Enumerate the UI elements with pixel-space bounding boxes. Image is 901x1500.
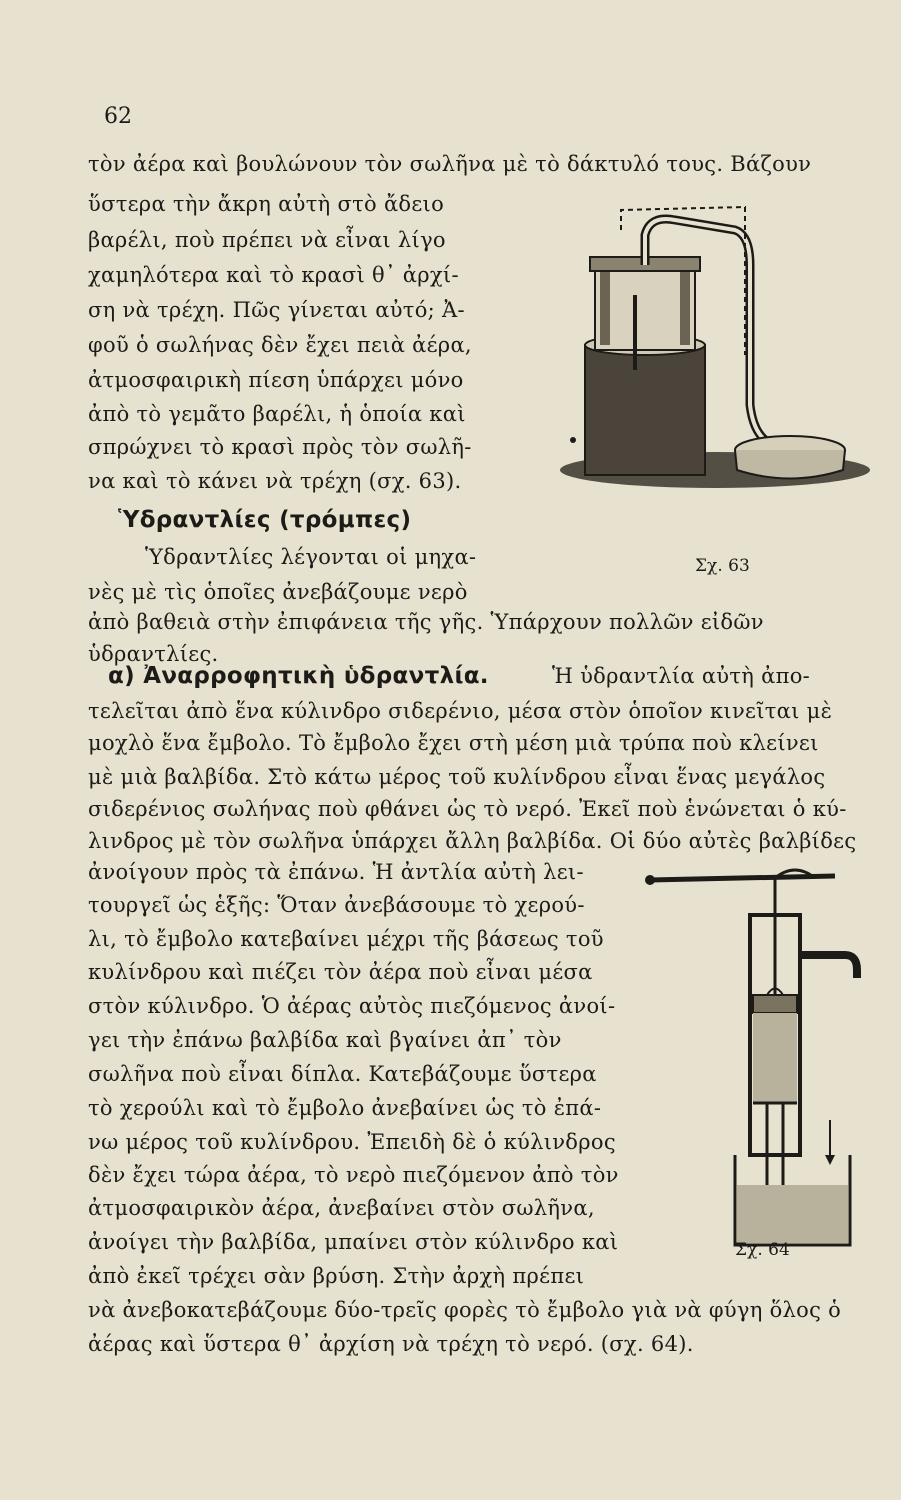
text-line: τουργεῖ ὡς ἑξῆς: Ὅταν ἀνεβάσουμε τὸ χερού-: [88, 893, 585, 917]
text-line: ἀνοίγει τὴν βαλβίδα, μπαίνει στὸν κύλινδρο καὶ: [88, 1230, 619, 1254]
text-line: Ἡ ὑδραντλία αὐτὴ ἀπο-: [552, 664, 811, 688]
text-line: δὲν ἔχει τώρα ἀέρα, τὸ νερὸ πιεζόμενον ἀπὸ τὸν: [88, 1163, 619, 1187]
text-line: σπρώχνει τὸ κρασὶ πρὸς τὸν σωλῆ-: [88, 435, 472, 459]
text-line: φοῦ ὁ σωλήνας δὲν ἔχει πειὰ ἀέρα,: [88, 333, 472, 357]
text-line: σωλῆνα ποὺ εἶναι δίπλα. Κατεβάζουμε ὕστερα: [88, 1062, 597, 1086]
text-line: ἀτμοσφαιρικὸν ἀέρα, ἀνεβαίνει στὸν σωλῆνα,: [88, 1196, 595, 1220]
text-line: λινδρος μὲ τὸν σωλῆνα ὑπάρχει ἄλλη βαλβίδα. Οἱ δύο αὐτὲς βαλβίδες: [88, 829, 857, 853]
text-line: ὑδραντλίες.: [88, 642, 219, 666]
text-line: νὲς μὲ τὶς ὁποῖες ἀνεβάζουμε νερὸ: [88, 580, 468, 604]
figure-64-caption: Σχ. 64: [735, 1240, 790, 1260]
text-line: ἀπὸ τὸ γεμᾶτο βαρέλι, ἡ ὁποία καὶ: [88, 402, 466, 426]
subsection-heading: α) Ἀναρροφητικὴ ὑδραντλία.: [108, 663, 489, 689]
figure-63-caption: Σχ. 63: [695, 556, 750, 576]
text-line: τελεῖται ἀπὸ ἕνα κύλινδρο σιδερένιο, μέσα στὸν ὁποῖον κινεῖται μὲ: [88, 699, 833, 723]
text-line: τὸ χερούλι καὶ τὸ ἔμβολο ἀνεβαίνει ὡς τὸ ἐπά-: [88, 1096, 602, 1120]
text-line: βαρέλι, ποὺ πρέπει νὰ εἶναι λίγο: [88, 228, 446, 252]
text-line: χαμηλότερα καὶ τὸ κρασὶ θ᾿ ἀρχί-: [88, 263, 459, 287]
text-line: λι, τὸ ἔμβολο κατεβαίνει μέχρι τῆς βάσεως τοῦ: [88, 927, 604, 951]
text-line: μοχλὸ ἕνα ἔμβολο. Τὸ ἔμβολο ἔχει στὴ μέση μιὰ τρύπα ποὺ κλείνει: [88, 731, 819, 755]
text-line: τὸν ἀέρα καὶ βουλώνουν τὸν σωλῆνα μὲ τὸ δάκτυλό τους. Βάζουν: [88, 152, 812, 176]
text-line: ἀέρας καὶ ὕστερα θ᾿ ἀρχίση νὰ τρέχη τὸ νερό. (σχ. 64).: [88, 1332, 694, 1356]
text-line: να καὶ τὸ κάνει νὰ τρέχη (σχ. 63).: [88, 469, 462, 493]
text-line: ὕστερα τὴν ἄκρη αὐτὴ στὸ ἄδειο: [88, 192, 445, 216]
text-line: ἀπὸ ἐκεῖ τρέχει σὰν βρύση. Στὴν ἀρχὴ πρέπει: [88, 1264, 585, 1288]
section-heading: Ὑδραντλίες (τρόμπες): [118, 507, 412, 533]
text-line: στὸν κύλινδρο. Ὁ ἀέρας αὐτὸς πιεζόμενος ἀνοί-: [88, 994, 616, 1018]
text-line: μὲ μιὰ βαλβίδα. Στὸ κάτω μέρος τοῦ κυλίνδρου εἶναι ἕνας μεγάλος: [88, 765, 826, 789]
text-line: ἀνοίγουν πρὸς τὰ ἐπάνω. Ἡ ἀντλία αὐτὴ λει-: [88, 860, 584, 884]
text-line: νω μέρος τοῦ κυλίνδρου. Ἐπειδὴ δὲ ὁ κύλινδρος: [88, 1130, 616, 1154]
figure-63-siphon-illustration: [555, 195, 875, 495]
text-line: ἀπὸ βαθειὰ στὴν ἐπιφάνεια τῆς γῆς. Ὑπάρχουν πολλῶν εἰδῶν: [88, 610, 764, 634]
figure-64-pump-illustration: [645, 860, 865, 1250]
page-number: 62: [104, 104, 132, 129]
text-line: ση νὰ τρέχη. Πῶς γίνεται αὐτό; Ἀ-: [88, 298, 465, 322]
text-line: Ὑδραντλίες λέγονται οἱ μηχα-: [145, 545, 477, 569]
text-line: κυλίνδρου καὶ πιέζει τὸν ἀέρα ποὺ εἶναι μέσα: [88, 960, 593, 984]
text-line: νὰ ἀνεβοκατεβάζουμε δύο-τρεῖς φορὲς τὸ ἔμβολο γιὰ νὰ φύγη ὅλος ὁ: [88, 1298, 842, 1322]
text-line: σιδερένιος σωλήνας ποὺ φθάνει ὡς τὸ νερό. Ἐκεῖ ποὺ ἑνώνεται ὁ κύ-: [88, 797, 847, 821]
text-line: γει τὴν ἐπάνω βαλβίδα καὶ βγαίνει ἀπ᾿ τὸν: [88, 1028, 562, 1052]
text-line: ἀτμοσφαιρικὴ πίεση ὑπάρχει μόνο: [88, 368, 464, 392]
